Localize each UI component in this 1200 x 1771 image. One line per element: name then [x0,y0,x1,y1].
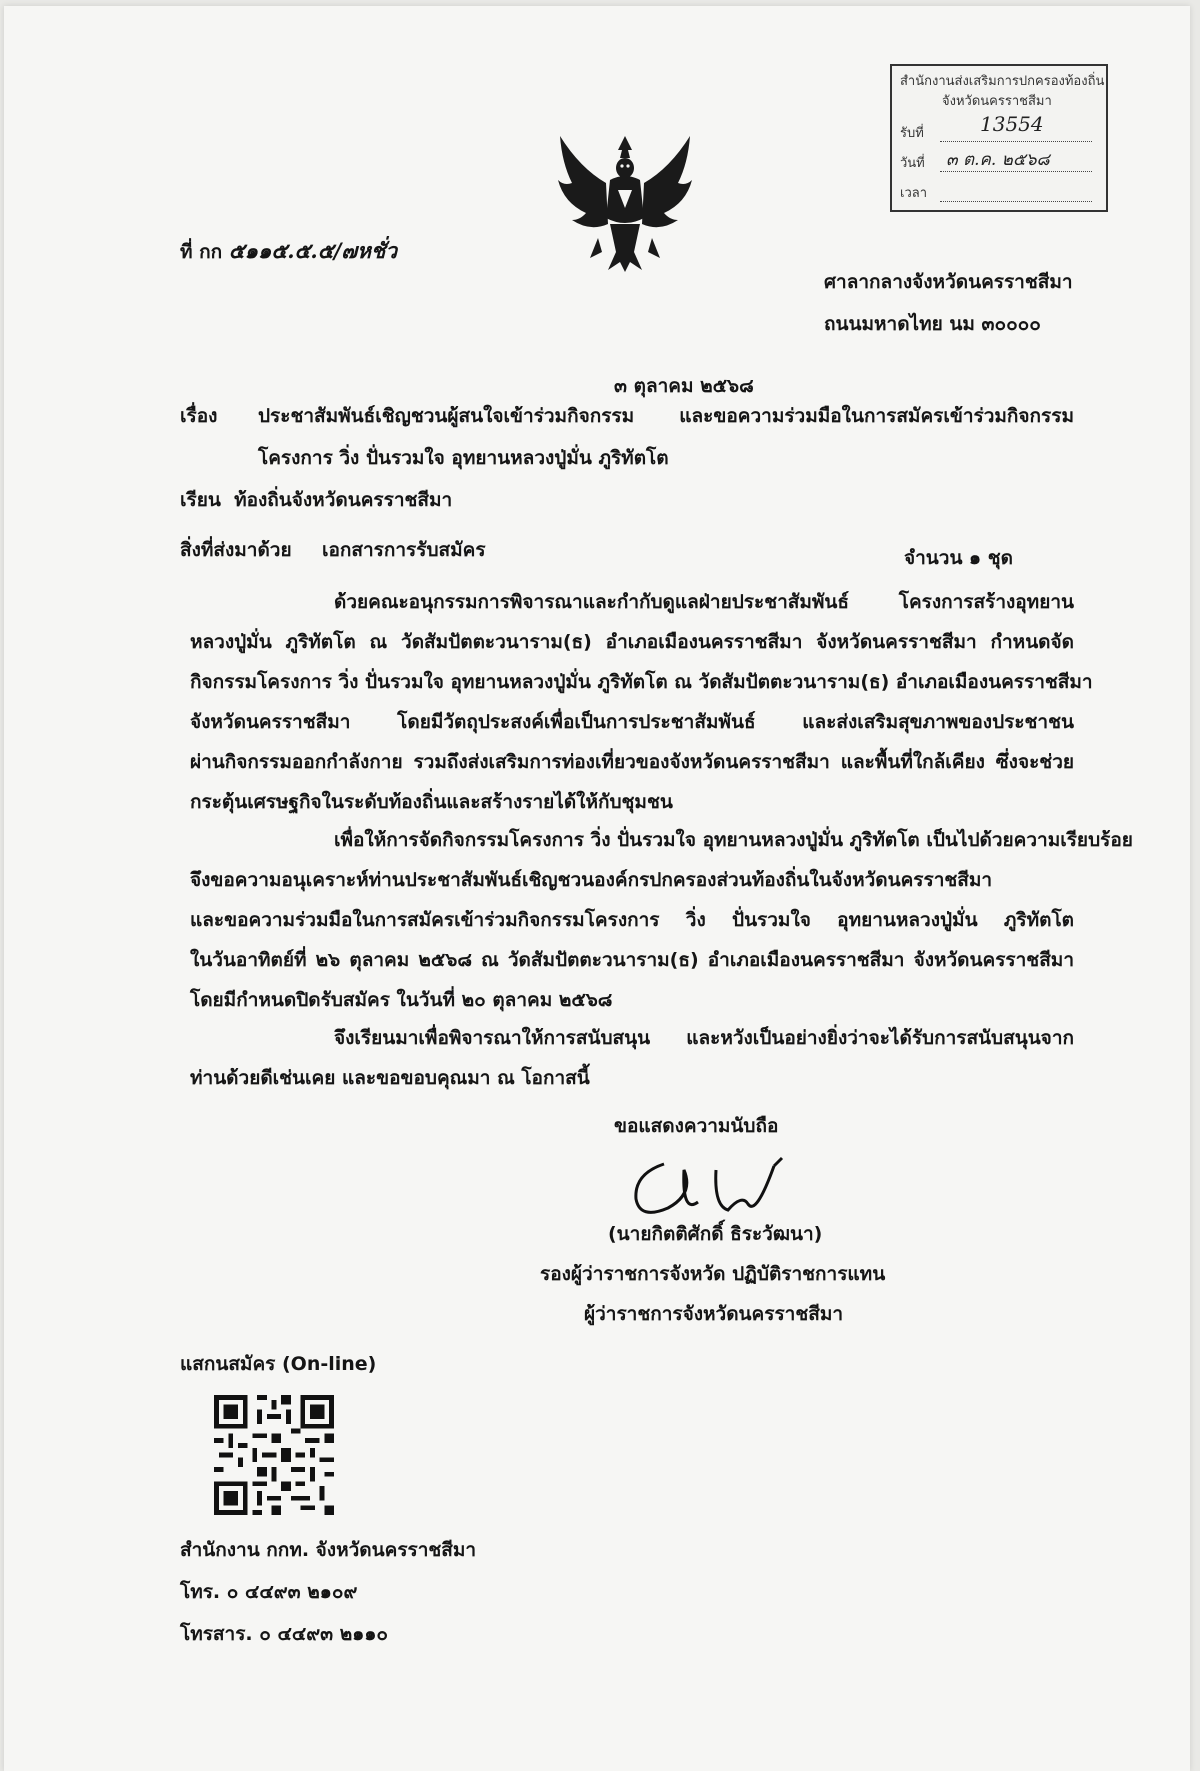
para1-line: กระตุ้นเศรษฐกิจในระดับท้องถิ่นและสร้างรายได้ให้กับชุมชน [190,791,673,813]
qr-label: แสกนสมัคร (On-line) [180,1353,377,1375]
footer-office: สำนักงาน กกท. จังหวัดนครราชสีมา [180,1539,477,1561]
para1-line: ผ่านกิจกรรมออกกำลังกาย รวมถึงส่งเสริมการท่องเที่ยวของจังหวัดนครราชสีมา และพื้นที่ใกล้เคียง ซึ่งจะช่วย [190,751,1074,773]
sender-address-line1: ศาลากลางจังหวัดนครราชสีมา [824,271,1073,293]
stamp-date-value: ๓ ต.ค. ๒๕๖๘ [946,150,1050,170]
para2-line: ในวันอาทิตย์ที่ ๒๖ ตุลาคม ๒๕๖๘ ณ วัดสัมปัตตะวนาราม(ธ) อำเภอเมืองนครราชสีมา จังหวัดนครราชสีมา [190,949,1074,971]
subject-line1: ประชาสัมพันธ์เชิญชวนผู้สนใจเข้าร่วมกิจกรรม และขอความร่วมมือในการสมัครเข้าร่วมกิจกรรม [258,405,1074,427]
para3-line: ท่านด้วยดีเช่นเคย และขอขอบคุณมา ณ โอกาสนี้ [190,1067,590,1089]
signer-title-line2: ผู้ว่าราชการจังหวัดนครราชสีมา [584,1303,844,1325]
subject-label: เรื่อง [180,405,218,427]
to-value: ท้องถิ่นจังหวัดนครราชสีมา [234,489,453,511]
enclosure-value: เอกสารการรับสมัคร [322,539,486,561]
sender-address-line2: ถนนมหาดไทย นม ๓๐๐๐๐ [824,313,1041,335]
ref-prefix: ที่ กก [180,241,223,263]
to-label: เรียน [180,489,221,511]
signature-mark [624,1144,814,1224]
letter-page [4,6,1190,1771]
stamp-time-label: เวลา [900,186,928,201]
para2-line: และขอความร่วมมือในการสมัครเข้าร่วมกิจกรรมโครงการ วิ่ง ปั่นรวมใจ อุทยานหลวงปู่มั่น ภูริทัตโต [190,909,1074,931]
receiving-stamp [890,64,1108,212]
para1-line: กิจกรรมโครงการ วิ่ง ปั่นรวมใจ อุทยานหลวงปู่มั่น ภูริทัตโต ณ วัดสัมปัตตะวนาราม(ธ) อำเภอเมืองนครราชสีมา [190,671,1093,693]
stamp-received-number: 13554 [980,112,1044,136]
signer-name: (นายกิตติศักดิ์ ธิระวัฒนา) [608,1223,823,1245]
signer-title-line1: รองผู้ว่าราชการจังหวัด ปฏิบัติราชการแทน [540,1263,886,1285]
para2-line: โดยมีกำหนดปิดรับสมัคร ในวันที่ ๒๐ ตุลาคม ๒๕๖๘ [190,989,613,1011]
ref-number: ๕๑๑๕.๕.๕/๗หชั่ว [228,238,397,263]
stamp-date-label: วันที่ [900,156,925,171]
para1-line: ด้วยคณะอนุกรรมการพิจารณาและกำกับดูแลฝ่ายประชาสัมพันธ์ โครงการสร้างอุทยาน [334,591,1074,613]
para2-line: จึงขอความอนุเคราะห์ท่านประชาสัมพันธ์เชิญชวนองค์กรปกครองส่วนท้องถิ่นในจังหวัดนครราชสีมา [190,869,993,891]
para1-line: หลวงปู่มั่น ภูริทัตโต ณ วัดสัมปัตตะวนาราม(ธ) อำเภอเมืองนครราชสีมา จังหวัดนครราชสีมา กำหนดจัด [190,631,1074,653]
stamp-org-line2: จังหวัดนครราชสีมา [942,94,1052,109]
closing: ขอแสดงความนับถือ [614,1115,779,1137]
footer-phone: โทร. ๐ ๔๔๙๓ ๒๑๐๙ [180,1581,358,1603]
para2-line: เพื่อให้การจัดกิจกรรมโครงการ วิ่ง ปั่นรวมใจ อุทยานหลวงปู่มั่น ภูริทัตโต เป็นไปด้วยความเรียบร้อย [334,829,1133,851]
stamp-received-label: รับที่ [900,126,924,141]
enclosure-quantity: จำนวน ๑ ชุด [904,547,1013,569]
para1-line: จังหวัดนครราชสีมา โดยมีวัตถุประสงค์เพื่อเป็นการประชาสัมพันธ์ และส่งเสริมสุขภาพของประชาชน [190,711,1074,733]
stamp-org-line1: สำนักงานส่งเสริมการปกครองท้องถิ่น [900,74,1105,89]
garuda-emblem-icon [550,128,700,278]
subject-line2: โครงการ วิ่ง ปั่นรวมใจ อุทยานหลวงปู่มั่น ภูริทัตโต [258,447,669,469]
letter-date: ๓ ตุลาคม ๒๕๖๘ [614,375,754,397]
footer-fax: โทรสาร. ๐ ๔๔๙๓ ๒๑๑๐ [180,1623,388,1645]
registration-qr-code-icon[interactable] [214,1395,334,1515]
enclosure-label: สิ่งที่ส่งมาด้วย [180,539,292,561]
para3-line: จึงเรียนมาเพื่อพิจารณาให้การสนับสนุน และหวังเป็นอย่างยิ่งว่าจะได้รับการสนับสนุนจาก [334,1027,1074,1049]
